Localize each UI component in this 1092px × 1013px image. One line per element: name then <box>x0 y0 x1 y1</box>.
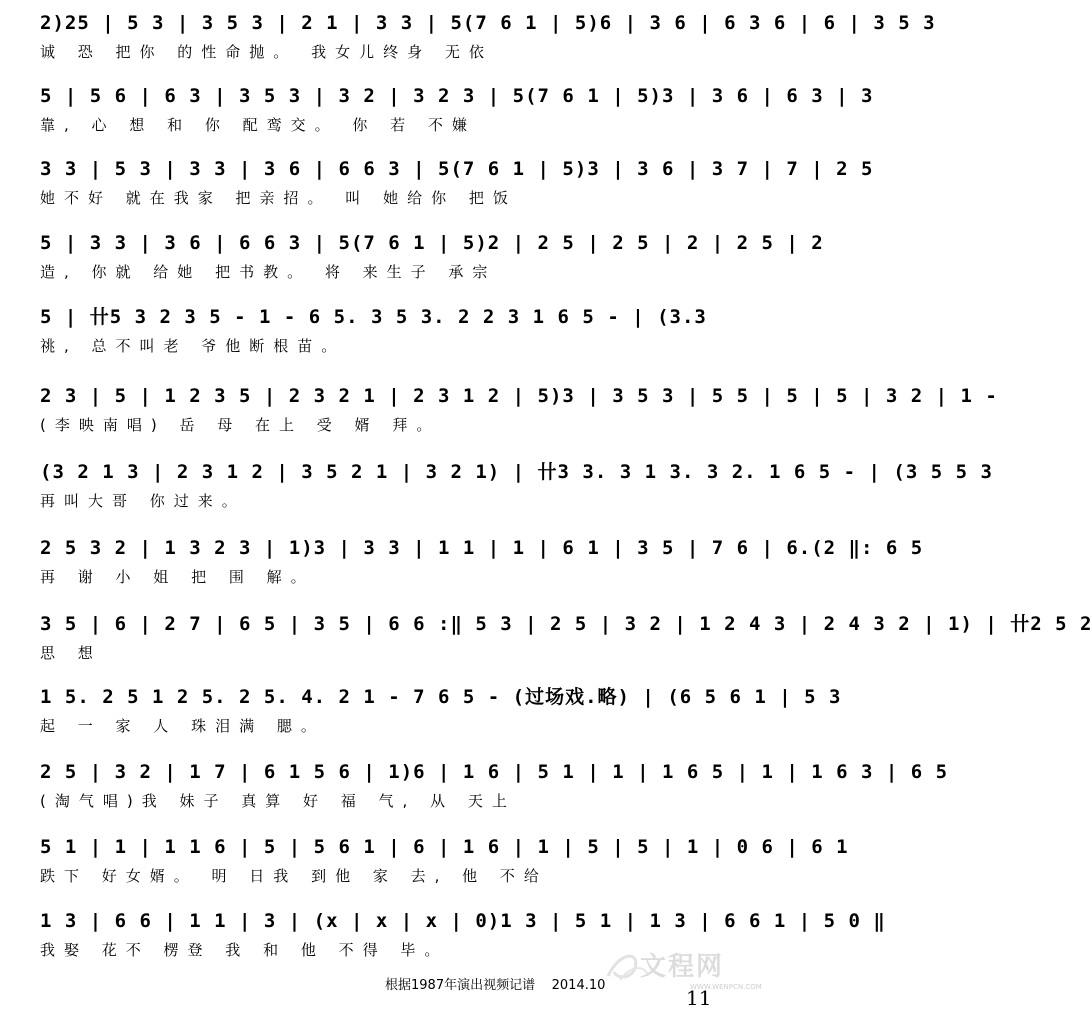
watermark-url: WWW.WENPCN.COM <box>690 983 762 991</box>
score-system-3 <box>0 152 874 214</box>
score-system-5 <box>0 300 773 362</box>
lyrics-line: 我娶 花不 楞登 我 和 他 不得 毕。 <box>40 941 449 959</box>
notation-line: (3 2 1 3 | 2 3 1 2 | 3 5 2 1 | 3 2 1) | 卄3 3. 3 1 3. 3 2. 1 6 5 - | (3 5 5 3 <box>40 461 993 483</box>
lyrics-line: 靠, 心 想 和 你 配鸾交。 你 若 不嫌 <box>40 116 476 134</box>
lyrics-line: 再叫大哥 你过来。 <box>40 492 246 510</box>
lyrics-line: 思 想 <box>40 644 102 662</box>
notation-line: 5 | 3 3 | 3 6 | 6 6 3 | 5(7 6 1 | 5)2 | 2 5 | 2 5 | 2 | 2 5 | 2 <box>40 232 824 254</box>
score-system-1 <box>0 6 936 68</box>
score-system-7 <box>0 455 993 517</box>
lyrics-line: 她不好 就在我家 把亲招。 叫 她给你 把饭 <box>40 189 517 207</box>
lyrics-line: 跌下 好女婿。 明 日我 到他 家 去, 他 不给 <box>40 867 548 885</box>
score-system-6 <box>0 379 998 441</box>
notation-line: 3 5 | 6 | 2 7 | 6 5 | 3 5 | 6 6 :‖ 5 3 | 2 5 | 3 2 | 1 2 4 3 | 2 4 3 2 | 1) | 卄2 5 2 <box>40 613 1092 635</box>
footer-note <box>385 974 605 993</box>
lyrics-line: 再 谢 小 姐 把 围 解。 <box>40 568 315 586</box>
lyrics-line: 诚 恐 把你 的性命抛。 我女儿终身 无依 <box>40 43 493 61</box>
notation-line: 5 | 卄5 3 2 3 5 - 1 - 6 5. 3 5 3. 2 2 3 1 6 5 - | (3.3 <box>40 306 707 328</box>
score-system-8 <box>0 531 924 593</box>
notation-line: 2 5 3 2 | 1 3 2 3 | 1)3 | 3 3 | 1 1 | 1 | 6 1 | 3 5 | 7 6 | 6.(2 ‖: 6 5 <box>40 537 924 559</box>
notation-line: 2 5 | 3 2 | 1 7 | 6 1 5 6 | 1)6 | 1 6 | 5 1 | 1 | 1 6 5 | 1 | 1 6 3 | 6 5 <box>40 761 949 783</box>
date-note: 2014.10 <box>551 978 606 993</box>
notation-line: 5 | 5 6 | 6 3 | 3 5 3 | 3 2 | 3 2 3 | 5(7 6 1 | 5)3 | 3 6 | 6 3 | 3 <box>40 85 874 107</box>
watermark-text: 文程网 <box>640 952 725 982</box>
notation-line: 2 3 | 5 | 1 2 3 5 | 2 3 2 1 | 2 3 1 2 | 5)3 | 3 5 3 | 5 5 | 5 | 5 | 3 2 | 1 - <box>40 385 998 407</box>
lyrics-line: 祧, 总不叫老 爷他断根苗。 <box>40 337 346 355</box>
notation-line: 2)25 | 5 3 | 3 5 3 | 2 1 | 3 3 | 5(7 6 1 | 5)6 | 3 6 | 6 3 6 | 6 | 3 5 3 <box>40 12 936 34</box>
score-system-2 <box>0 79 874 141</box>
score-system-9 <box>0 607 1092 669</box>
notation-line: 5 1 | 1 | 1 1 6 | 5 | 5 6 1 | 6 | 1 6 | 1 | 5 | 5 | 1 | 0 6 | 6 1 <box>40 836 849 858</box>
score-system-4 <box>0 226 824 288</box>
notation-line: 3 3 | 5 3 | 3 3 | 3 6 | 6 6 3 | 5(7 6 1 | 5)3 | 3 6 | 3 7 | 7 | 2 5 <box>40 158 874 180</box>
page-number: 11 <box>686 986 712 1010</box>
lyrics-line: (淘气唱)我 妹子 真算 好 福 气, 从 天上 <box>40 792 516 810</box>
lyrics-line: (李映南唱) 岳 母 在上 受 婿 拜。 <box>40 416 441 434</box>
score-system-11 <box>0 755 949 817</box>
score-system-12 <box>0 830 849 892</box>
notation-line: 1 5. 2 5 1 2 5. 2 5. 4. 2 1 - 7 6 5 - (过场戏.略) | (6 5 6 1 | 5 3 <box>40 686 842 708</box>
source-note: 根据1987年演出视频记谱 <box>385 978 536 993</box>
lyrics-line: 造, 你就 给她 把书教。 将 来生子 承宗 <box>40 263 497 281</box>
score-system-10 <box>0 680 842 742</box>
notation-line: 1 3 | 6 6 | 1 1 | 3 | (x | x | x | 0)1 3 | 5 1 | 1 3 | 6 6 1 | 5 0 ‖ <box>40 910 886 932</box>
lyrics-line: 起 一 家 人 珠泪满 腮。 <box>40 717 325 735</box>
